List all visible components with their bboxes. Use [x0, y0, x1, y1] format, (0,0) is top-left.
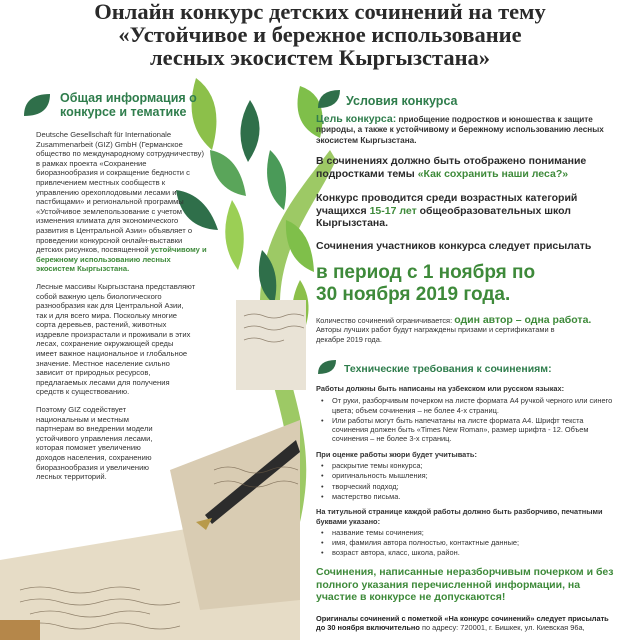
understanding-text: В сочинениях должно быть отображено понимание подростками темы [316, 155, 587, 180]
send-text: Сочинения участников конкурса следует присылать [316, 240, 592, 252]
jury-item: • творческий подход; [332, 482, 616, 491]
title-line-1: Онлайн конкурс детских сочинений на тему [94, 0, 546, 24]
left-column [36, 130, 208, 490]
goal-label: Цель конкурса: [316, 113, 397, 125]
general-info-heading-line-1: Общая информация о [60, 91, 197, 105]
originals-address: по адресу: 720001, г. Бишкек, ул. Киевская 96а, [421, 623, 585, 633]
title-line-2: «Устойчивое и бережное использование [118, 22, 522, 47]
conditions-heading: Условия конкурса [346, 94, 458, 108]
originals-deadline: Оригиналы сочинений с пометкой «На конкурс сочинений» следует присылать до 30 ноября включительно [316, 614, 609, 633]
jury-item: • мастерство письма. [332, 492, 616, 501]
title-page-item: • возраст автора, класс, школа, район. [332, 548, 616, 557]
understanding-block [316, 155, 616, 180]
goal-text: приобщение подростков и юношества к защите природы, а также к устойчивому и бережному использованию лесных экосистем Кыргызстана. [316, 115, 604, 145]
awards-text: Авторы лучших работ будут награждены призами и сертификатами в декабре 2019 года. [316, 325, 555, 344]
title-page-list [316, 528, 616, 558]
language-requirement: Работы должны быть написаны на узбекском или русском языках: [316, 384, 565, 393]
jury-heading: При оценке работы жюри будет учитывать: [316, 449, 477, 459]
limit-text: Количество сочинений ограничивается: [316, 316, 453, 325]
poster-title [0, 0, 640, 69]
warning-text: Сочинения, написанные неразборчивым почерком и без полного указания перечисленной информации, на участие в конкурсе не допускаются! [316, 566, 614, 604]
ages-block [316, 192, 616, 230]
printed-requirement: • Или работы могут быть напечатаны на листе формата А4. Шрифт текста сочинения должен быть «Times New Roman», размер шрифта - 12. Объем сочинения – не более 3-х страниц. [332, 416, 616, 444]
limit-highlight: один автор – одна работа. [454, 314, 592, 326]
period-line-1: в период с 1 ноября по [316, 262, 536, 283]
title-line-3: лесных экосистем Кыргызстана» [149, 45, 491, 70]
intro-text: Deutsche Gesellschaft für Internationale Zusammenarbeit (GIZ) GmbH (Германское общество по международному сотрудничеству) в рамках проекта «Сохранение биоразнообразия и сокращение бедности с привлечением местных сообществ к управлению орехоплодовыми лесами и пастбищами» и региональной программы «Устойчивое землепользование с учетом изменения климата для экономического развития в Центральной Азии» объявляет о проведении конкурсной онлайн-выставки детских рисунков, посвященной [36, 130, 204, 255]
goal-block [316, 114, 616, 146]
general-info-heading [60, 91, 200, 119]
leaf-icon [316, 358, 338, 376]
intro-paragraph [36, 130, 208, 274]
jury-list [316, 461, 616, 501]
originals-block [316, 614, 616, 633]
jury-item: • оригинальность мышления; [332, 471, 616, 480]
format-list [316, 396, 616, 443]
title-page-item: • название темы сочинения; [332, 528, 616, 537]
title-page-item: • имя, фамилия автора полностью, контактные данные; [332, 538, 616, 547]
ages-range: 15-17 лет [369, 204, 417, 217]
title-page-heading: На титульной странице каждой работы должно быть разборчиво, печатными буквами указано: [316, 507, 603, 526]
jury-item: • раскрытие темы конкурса; [332, 461, 616, 470]
period-line-2: 30 ноября 2019 года. [316, 284, 511, 305]
limit-block [316, 316, 616, 344]
tech-heading: Технические требования к сочинениям: [344, 363, 552, 375]
leaf-icon [22, 92, 52, 118]
ages-post: общеобразовательных школ Кыргызстана. [316, 204, 571, 230]
general-info-heading-line-2: конкурсе и тематике [60, 105, 187, 119]
understanding-quote: «Как сохранить наши леса?» [417, 167, 569, 180]
tech-requirements [316, 384, 616, 559]
handwritten-requirement: • От руки, разборчивым почерком на листе формата А4 ручкой черного или синего цвета; объем сочинения – не более 4-х страниц. [332, 396, 616, 415]
intro-highlight: устойчивому и бережному использованию лесных экосистем Кыргызстана. [36, 245, 207, 274]
giz-paragraph: Поэтому GIZ содействует национальным и местным партнерам во внедрении модели устойчивого управления лесами, которая поможет увеличению доходов населения, сохранению биоразнообразия и увеличению лесных территорий. [36, 405, 153, 482]
ages-pre: Конкурс проводится среди возрастных категорий учащихся [316, 192, 578, 217]
forests-paragraph: Лесные массивы Кыргызстана представляют собой важную цель биологического разнообразия как для Центральной Азии, так и для всего мира. Поскольку многие сорта деревьев, растений, животных издревле произрастали и проживали в этих лесах, сохранение окружающей среды имеет важное национальное и глобальное значение. Местное население сильно зависит от природных ресурсов, предлагаемых лесами для получения средств к существованию. [36, 281, 196, 397]
leaf-icon [316, 88, 342, 110]
period-block [316, 262, 616, 306]
